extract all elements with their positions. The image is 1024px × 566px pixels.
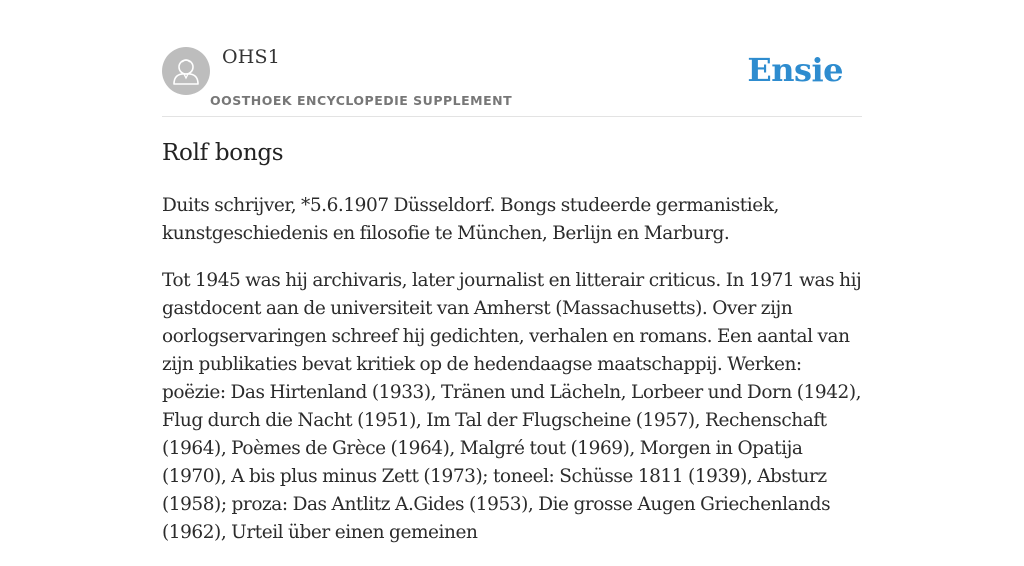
- article-page: [162, 0, 862, 543]
- source-code[interactable]: OHS1: [222, 46, 281, 68]
- article-title: Rolf bongs: [162, 140, 284, 166]
- article-body: [162, 192, 862, 566]
- source-name[interactable]: OOSTHOEK ENCYCLOPEDIE SUPPLEMENT: [210, 93, 513, 108]
- article-paragraph: Tot 1945 was hij archivaris, later journalist en litterair criticus. In 1971 was hij gastdocent aan de universiteit van Amherst (Massachusetts). Over zijn oorlogservaringen schreef hij gedichten, verhalen en romans. Een aantal van zijn publikaties bevat kritiek op de hedendaagse maatschappij. Werken: poëzie: Das Hirtenland (1933), Tränen und Lächeln, Lorbeer und Dorn (1942), Flug durch die Nacht (1951), Im Tal der Flugscheine (1957), Rechenschaft (1964), Poèmes de Grèce (1964), Malgré tout (1969), Morgen in Opatija (1970), A bis plus minus Zett (1973); toneel: Schüsse 1811 (1939), Absturz (1958); proza: Das Antlitz A.Gides (1953), Die grosse Augen Griechenlands (1962), Urteil über einen gemeinen: [162, 270, 862, 543]
- article-paragraph: Duits schrijver, *5.6.1907 Düsseldorf. Bongs studeerde germanistiek, kunstgeschiedenis en filosofie te München, Berlijn en Marburg.: [162, 195, 779, 244]
- article-header: [162, 0, 862, 117]
- user-icon: [162, 47, 210, 95]
- avatar[interactable]: [162, 47, 210, 95]
- brand-logo[interactable]: Ensie: [747, 51, 843, 89]
